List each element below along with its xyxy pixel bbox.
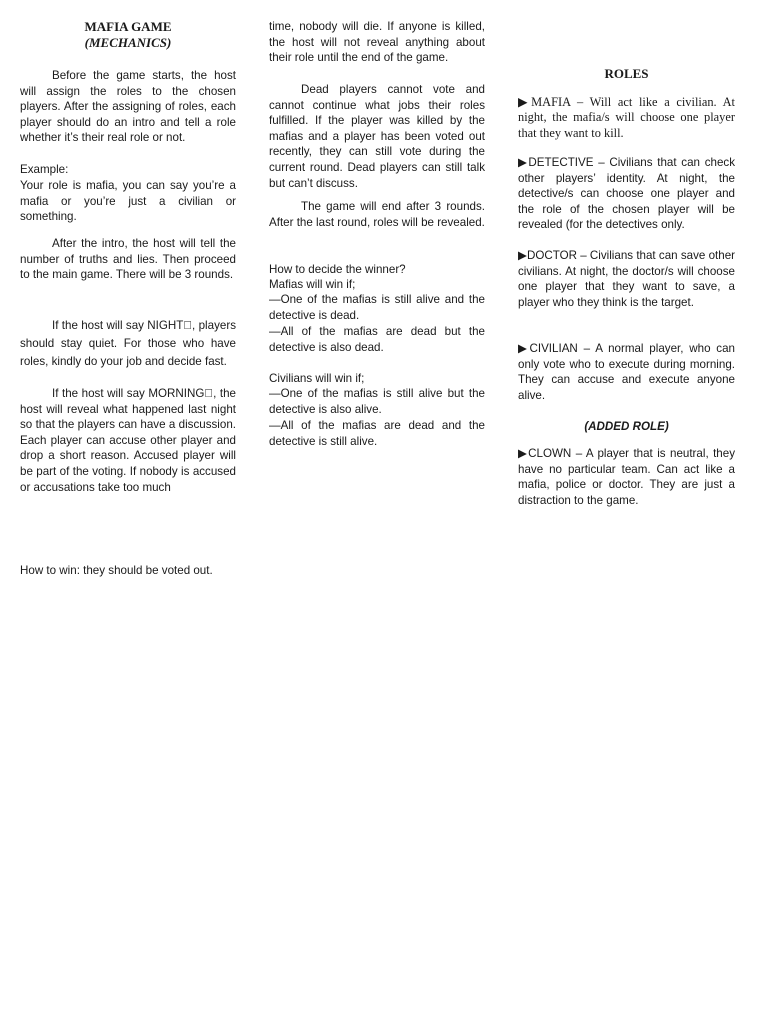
role-detective: ▶DETECTIVE – Civilians that can check other players’ identity. At night, the detective/s can choose one player and the role of the chosen player will be revealed (for the detectives only.: [518, 156, 735, 232]
title-sub: (MECHANICS): [84, 35, 172, 50]
added-role-heading: (ADDED ROLE): [584, 420, 669, 433]
role-clown: ▶CLOWN – A player that is neutral, they have no particular team. Can act like a mafia, police or doctor. They are just a distraction to the game.: [518, 447, 735, 507]
how-to-win-text: How to win: they should be voted out.: [20, 564, 213, 577]
document-title: [20, 19, 236, 51]
mafias-win-heading: Mafias will win if;: [269, 278, 356, 291]
role-mafia: ▶MAFIA – Will act like a civilian. At night, the mafia/s will choose one player that they want to kill.: [518, 95, 735, 140]
civilians-win-heading: Civilians will win if;: [269, 372, 365, 385]
morning-paragraph: If the host will say MORNING , the host will reveal what happened last night so that the players can have a discussion. Each player can accuse other player and drop a short reason. Accused player will be part of the voting. If nobody is accused or accusations take too much: [20, 387, 236, 494]
rounds-paragraph: After the intro, the host will tell the number of truths and lies. Then proceed to the main game. There will be 3 rounds.: [20, 237, 236, 282]
civilian-win-condition-2: —All of the mafias are dead and the detective is still alive.: [269, 419, 485, 448]
civilian-win-condition-1: —One of the mafias is still alive but the detective is also alive.: [269, 387, 485, 416]
roles-heading: ROLES: [604, 66, 649, 81]
dead-players-paragraph: Dead players cannot vote and cannot continue what jobs their roles fulfilled. If the player was killed by the mafias and a player has been voted out recently, they can still vote during the current round. Dead players can still talk but can’t discuss.: [269, 83, 485, 190]
continued-paragraph: time, nobody will die. If anyone is killed, the host will not reveal anything about their role until the end of the game.: [269, 20, 485, 65]
mafia-win-condition-1: —One of the mafias is still alive and the detective is dead.: [269, 293, 485, 322]
intro-paragraph: Before the game starts, the host will assign the roles to the chosen players. After the assigning of roles, each player should do an intro and tell a role whether it’s their real role or not.: [20, 69, 236, 145]
winner-question: How to decide the winner?: [269, 263, 406, 276]
mafia-win-condition-2: —All of the mafias are dead but the detective is also dead.: [269, 325, 485, 354]
title-main: MAFIA GAME: [84, 19, 172, 34]
example-label: Example:: [20, 163, 69, 176]
night-paragraph: If the host will say NIGHT , players should stay quiet. For those who have roles, kindly do your job and decide fast.: [20, 319, 236, 368]
role-doctor: ▶DOCTOR – Civilians that can save other civilians. At night, the doctor/s will choose one player that they want to save, a player who they think is the target.: [518, 249, 735, 309]
role-civilian: ▶CIVILIAN – A normal player, who can only vote who to execute during morning. They can accuse and execute anyone alive.: [518, 342, 735, 402]
example-text: Your role is mafia, you can say you’re a mafia or you’re just a civilian or something.: [20, 179, 236, 224]
game-end-paragraph: The game will end after 3 rounds. After the last round, roles will be revealed.: [269, 200, 485, 229]
